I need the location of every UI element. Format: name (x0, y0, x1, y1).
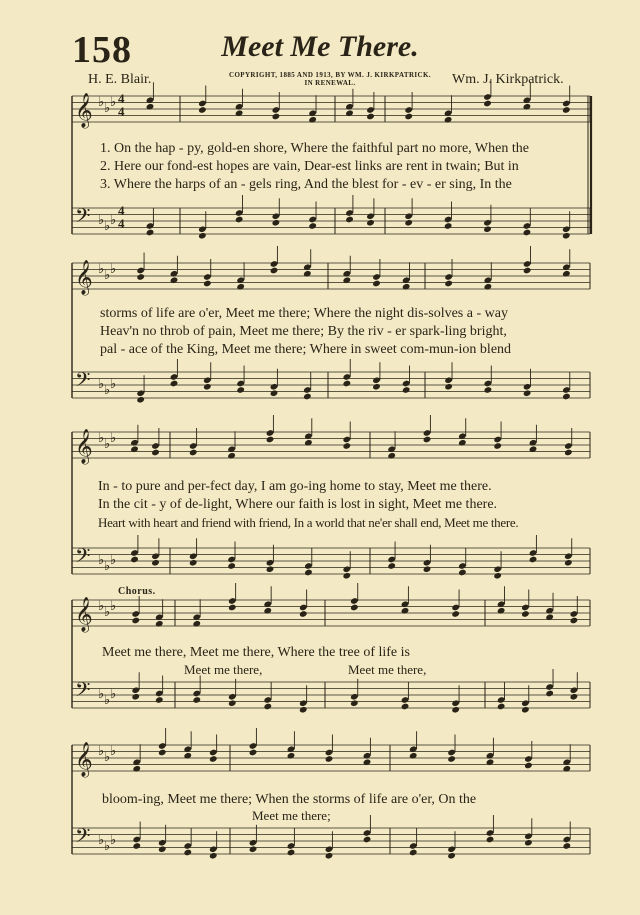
treble-clef-icon: 𝄞 (75, 93, 93, 128)
lyric-line: bloom-ing, Meet me there; When the storms of life are o'er, On the (102, 792, 477, 807)
note (372, 383, 381, 391)
note (131, 617, 140, 625)
note (564, 559, 573, 567)
treble-clef-icon: 𝄞 (75, 260, 93, 295)
note (227, 562, 236, 570)
flat-icon: ♭ (98, 743, 105, 758)
flat-icon: ♭ (110, 376, 117, 391)
flat-icon: ♭ (98, 376, 105, 391)
note (483, 100, 492, 108)
flat-icon: ♭ (110, 598, 117, 613)
note (136, 273, 145, 281)
note (483, 225, 492, 233)
time-signature: 4 (118, 203, 125, 218)
lyric-line: 1. On the hap - py, gold-en shore, Where the faithful part no more, When the (100, 141, 529, 156)
note (562, 232, 571, 240)
note (570, 617, 579, 625)
note (523, 229, 532, 237)
note (402, 386, 411, 394)
note (325, 852, 334, 860)
flat-icon: ♭ (110, 552, 117, 567)
note (497, 703, 506, 711)
note (342, 442, 351, 450)
note (458, 569, 467, 577)
note (146, 229, 155, 237)
flat-icon: ♭ (104, 267, 111, 282)
note (304, 569, 313, 577)
treble-clef-icon: 𝄞 (75, 429, 93, 464)
note (236, 386, 245, 394)
flat-icon: ♭ (110, 430, 117, 445)
echo-lyric: Meet me there, (348, 662, 427, 677)
note (308, 222, 317, 230)
time-signature: 4 (118, 91, 125, 106)
note (136, 396, 145, 404)
note (423, 436, 432, 444)
note (521, 610, 530, 618)
note (235, 216, 244, 224)
note (270, 267, 279, 275)
chorus-label: Chorus. (118, 586, 156, 597)
note (170, 380, 179, 388)
note (158, 845, 167, 853)
note (198, 232, 207, 240)
bass-clef-icon: 𝄢 (75, 204, 91, 232)
note (562, 842, 571, 850)
note (272, 113, 281, 121)
note (189, 559, 198, 567)
lyric-line: Heart with heart and friend with friend, In a world that ne'er shall end, Meet me there. (98, 515, 519, 530)
note (228, 604, 237, 612)
note (444, 280, 453, 288)
note (521, 706, 530, 714)
time-signature: 4 (118, 104, 125, 119)
note (484, 386, 493, 394)
flat-icon: ♭ (98, 686, 105, 701)
note (404, 113, 413, 121)
note (570, 693, 579, 701)
treble-clef-icon: 𝄞 (75, 742, 93, 777)
note (387, 562, 396, 570)
flat-icon: ♭ (104, 749, 111, 764)
note (325, 755, 334, 763)
lyric-line: In - to pure and per-fect day, I am go-ing home to stay, Meet me there. (98, 479, 492, 494)
note (203, 280, 212, 288)
note (132, 842, 141, 850)
lyric-line: 3. Where the harps of an - gels ring, And the blest for - ev - er sing, In the (100, 177, 512, 192)
copyright-line: COPYRIGHT, 1885 AND 1913, BY WM. J. KIRKPATRICK. (229, 71, 431, 79)
note (130, 556, 139, 564)
note (155, 696, 164, 704)
flat-icon: ♭ (98, 212, 105, 227)
note (451, 706, 460, 714)
lyric-line: Heav'n no throb of pain, Meet me there; By the riv - er spark-ling bright, (100, 324, 507, 339)
flat-icon: ♭ (110, 686, 117, 701)
note (524, 839, 533, 847)
flat-icon: ♭ (104, 382, 111, 397)
flat-icon: ♭ (110, 743, 117, 758)
flat-icon: ♭ (98, 430, 105, 445)
note (444, 222, 453, 230)
bass-clef-icon: 𝄢 (75, 824, 91, 852)
note (228, 699, 237, 707)
flat-icon: ♭ (104, 436, 111, 451)
note (529, 556, 538, 564)
note (562, 106, 571, 114)
hymn-title: Meet Me There. (221, 30, 419, 63)
note (493, 572, 502, 580)
note (350, 699, 359, 707)
note (524, 762, 533, 770)
lyric-line: 2. Here our fond-est hopes are vain, Dear-est links are rent in twain; But in (100, 159, 519, 174)
note (192, 696, 201, 704)
treble-clef-icon: 𝄞 (75, 597, 93, 632)
bass-clef-icon: 𝄢 (75, 368, 91, 396)
note (209, 852, 218, 860)
note (545, 690, 554, 698)
note (366, 219, 375, 227)
note (270, 389, 279, 397)
note (423, 565, 432, 573)
note (287, 849, 296, 857)
flat-icon: ♭ (98, 552, 105, 567)
lyric-line: storms of life are o'er, Meet me there; Where the night dis-solves a - way (100, 306, 508, 321)
note (342, 572, 351, 580)
note (343, 380, 352, 388)
note (363, 836, 372, 844)
note (447, 852, 456, 860)
bass-clef-icon: 𝄢 (75, 544, 91, 572)
flat-icon: ♭ (110, 212, 117, 227)
note (249, 845, 258, 853)
bass-clef-icon: 𝄢 (75, 678, 91, 706)
flat-icon: ♭ (98, 94, 105, 109)
note (451, 610, 460, 618)
note (523, 267, 532, 275)
note (263, 703, 272, 711)
note (299, 610, 308, 618)
note (266, 565, 275, 573)
lyric-line: In the cit - y of de-light, Where our faith is lost in sight, Meet me there. (98, 497, 498, 512)
flat-icon: ♭ (104, 692, 111, 707)
note (303, 393, 312, 401)
flat-icon: ♭ (110, 94, 117, 109)
time-signature: 4 (118, 216, 125, 231)
note (299, 706, 308, 714)
flat-icon: ♭ (104, 838, 111, 853)
note (562, 393, 571, 401)
note (266, 436, 275, 444)
note (401, 703, 410, 711)
note (183, 849, 192, 857)
composer-credit: Wm. J. Kirkpatrick. (452, 72, 564, 87)
flat-icon: ♭ (98, 261, 105, 276)
note (409, 849, 418, 857)
note (372, 280, 381, 288)
note (198, 106, 207, 114)
flat-icon: ♭ (98, 832, 105, 847)
note (350, 604, 359, 612)
author-credit: H. E. Blair. (88, 72, 152, 87)
flat-icon: ♭ (104, 604, 111, 619)
note (151, 559, 160, 567)
copyright-line: IN RENEWAL. (304, 79, 356, 87)
lyric-line: Meet me there, Meet me there, Where the tree of life is (102, 645, 410, 660)
flat-icon: ♭ (98, 598, 105, 613)
note (272, 219, 281, 227)
flat-icon: ♭ (110, 832, 117, 847)
hymn-number: 158 (72, 29, 132, 71)
note (131, 693, 140, 701)
flat-icon: ♭ (104, 100, 111, 115)
note (564, 449, 573, 457)
note (366, 113, 375, 121)
note (151, 449, 160, 457)
flat-icon: ♭ (110, 261, 117, 276)
flat-icon: ♭ (104, 558, 111, 573)
echo-lyric: Meet me there, (184, 662, 263, 677)
note (493, 442, 502, 450)
note (189, 449, 198, 457)
lyric-line: pal - ace of the King, Meet me there; Where in sweet com-mun-ion blend (100, 342, 512, 357)
note (209, 755, 218, 763)
note (444, 383, 453, 391)
note (203, 383, 212, 391)
note (523, 389, 532, 397)
note (447, 755, 456, 763)
note (345, 216, 354, 224)
note (486, 836, 495, 844)
note (404, 219, 413, 227)
echo-lyric: Meet me there; (252, 808, 331, 823)
note (158, 749, 167, 757)
note (249, 749, 258, 757)
flat-icon: ♭ (104, 218, 111, 233)
